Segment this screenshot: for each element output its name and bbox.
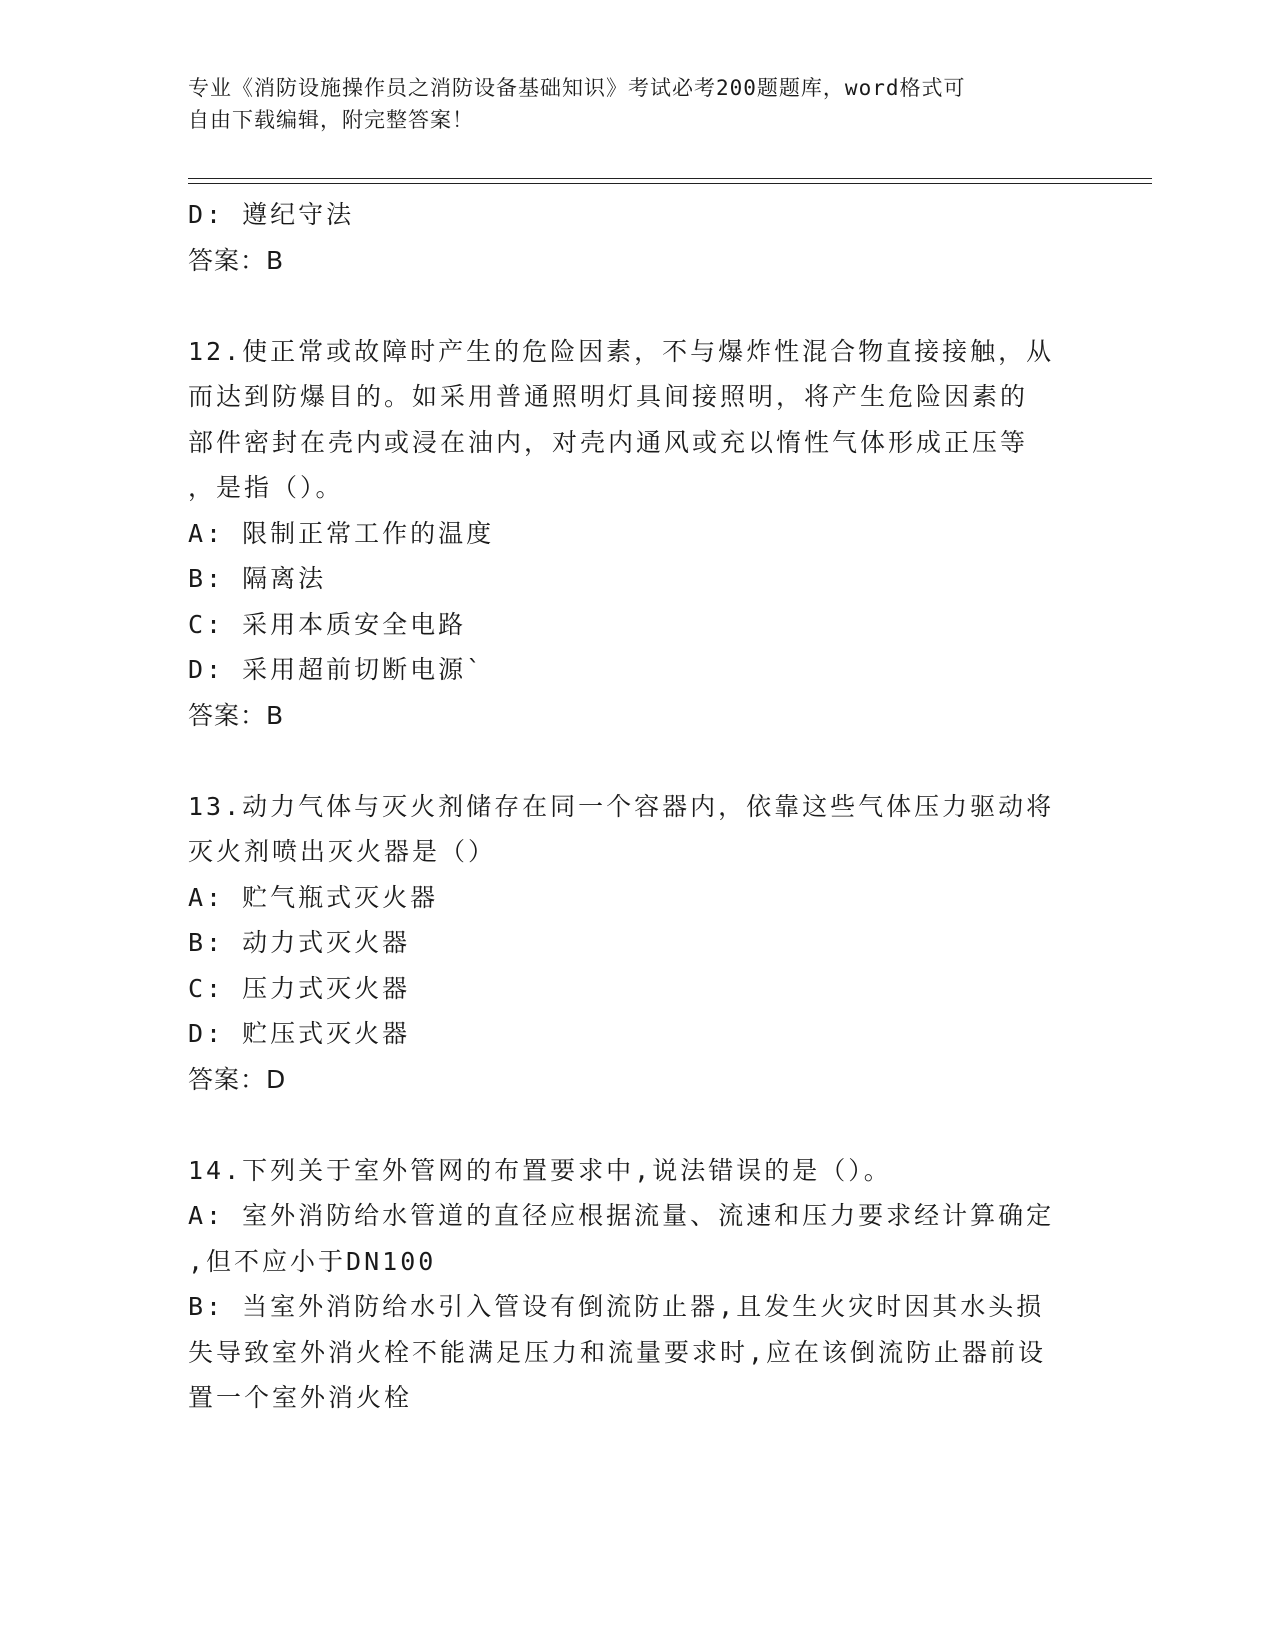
option-c: C: 采用本质安全电路 bbox=[188, 609, 467, 639]
spacer bbox=[188, 283, 1088, 329]
option-a-line: A: 室外消防给水管道的直径应根据流量、流速和压力要求经计算确定 bbox=[188, 1201, 1055, 1230]
option-b: B: 隔离法 bbox=[188, 564, 327, 593]
answer: 答案：B bbox=[188, 700, 285, 730]
question-stem-line: ，是指（）。 bbox=[188, 473, 344, 502]
question-14 bbox=[188, 1148, 1088, 1421]
header-title-line-2: 自由下载编辑，附完整答案！ bbox=[188, 108, 474, 132]
header-divider-top bbox=[188, 178, 1152, 179]
question-12 bbox=[188, 329, 1088, 739]
question-stem-line: 部件密封在壳内或浸在油内，对壳内通风或充以惰性气体形成正压等 bbox=[188, 427, 1029, 457]
prev-question-option-d: D: 遵纪守法 bbox=[188, 200, 355, 229]
question-stem-line: 13.动力气体与灭火剂储存在同一个容器内，依靠这些气体压力驱动将 bbox=[188, 791, 1055, 821]
option-a-line: ,但不应小于DN100 bbox=[188, 1246, 437, 1276]
spacer bbox=[188, 1102, 1088, 1148]
option-d: D: 采用超前切断电源` bbox=[188, 655, 485, 684]
option-a: A: 限制正常工作的温度 bbox=[188, 518, 495, 548]
question-stem-line: 12.使正常或故障时产生的危险因素，不与爆炸性混合物直接接触，从 bbox=[188, 336, 1055, 366]
answer: 答案：D bbox=[188, 1064, 287, 1094]
question-13 bbox=[188, 784, 1088, 1103]
question-stem-line: 而达到防爆目的。如采用普通照明灯具间接照明，将产生危险因素的 bbox=[188, 382, 1029, 411]
question-stem-line: 14.下列关于室外管网的布置要求中,说法错误的是（）。 bbox=[188, 1155, 892, 1185]
document-header bbox=[188, 72, 1068, 136]
option-b-line: 失导致室外消火栓不能满足压力和流量要求时,应在该倒流防止器前设 bbox=[188, 1337, 1047, 1367]
option-b-line: 置一个室外消火栓 bbox=[188, 1383, 413, 1412]
prev-question-answer: 答案：B bbox=[188, 245, 285, 275]
option-a: A: 贮气瓶式灭火器 bbox=[188, 882, 439, 912]
header-title-line-1: 专业《消防设施操作员之消防设备基础知识》考试必考200题题库，word格式可 bbox=[188, 76, 966, 100]
question-stem-line: 灭火剂喷出灭火器是（） bbox=[188, 837, 497, 866]
option-d: D: 贮压式灭火器 bbox=[188, 1019, 411, 1048]
option-b-line: B: 当室外消防给水引入管设有倒流防止器,且发生火灾时因其水头损 bbox=[188, 1292, 1045, 1321]
option-c: C: 压力式灭火器 bbox=[188, 973, 411, 1003]
header-divider-bottom bbox=[188, 183, 1152, 184]
question-content bbox=[188, 192, 1088, 1421]
spacer bbox=[188, 738, 1088, 784]
option-b: B: 动力式灭火器 bbox=[188, 928, 411, 957]
